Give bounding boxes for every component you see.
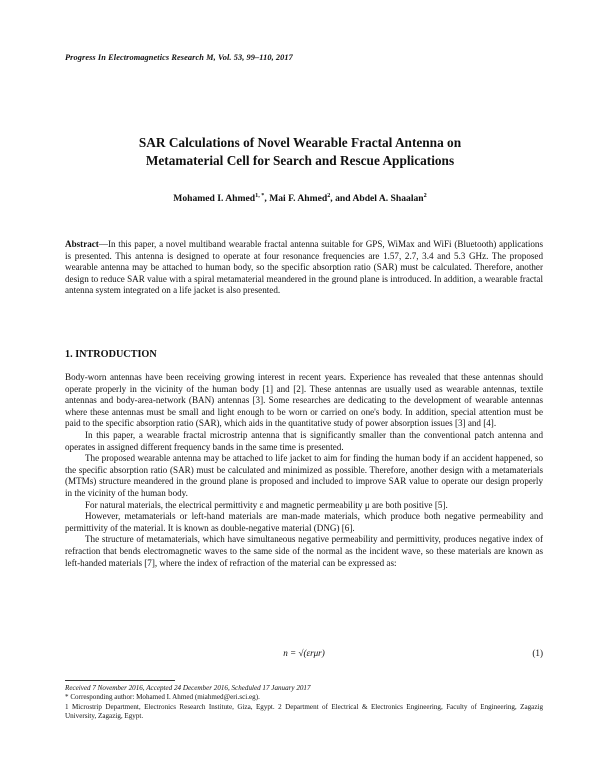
paragraph: For natural materials, the electrical permittivity ε and magnetic permeability μ are both positive [5]. [85, 499, 448, 510]
paragraph: Body-worn antennas have been receiving growing interest in recent years. Experience has revealed that these antennas should operate properly in the vicinity of the human body [1] and [2]. These antennas are usually used as wearable antennas, textile antennas and body-area-network (BAN) antennas [3]. Some researches are dedicating to the development of wearable antennas where these antennas must be small and light enough to be worn or carried on one's body. In addition, special attention must be paid to the specific absorption ratio (SAR), which aids in the quantitative study of power absorption issues [3] and [4]. [65, 372, 543, 429]
equation: n = √(εrμr) [283, 648, 325, 658]
journal-header: Progress In Electromagnetics Research M, Vol. 53, 99–110, 2017 [65, 53, 293, 62]
abstract-text: —In this paper, a novel multiband wearable fractal antenna suitable for GPS, WiMax and WiFi (Bluetooth) applications is presented. This antenna is designed to operate at four resonance frequencies are 1.57, 2.7, 3.4 and 5.3 GHz. The proposed wearable antenna may be attached to human body, so the specific absorption ratio (SAR) must be calculated. Therefore, another design to reduce SAR value with a spiral metamaterial meandered in the ground plane is introduced. In addition, a wearable fractal antenna system integrated on a life jacket is also presented. [65, 239, 543, 296]
author-1: Mohamed I. Ahmed [173, 193, 256, 204]
title-line-1: SAR Calculations of Novel Wearable Fractal Antenna on [138, 135, 462, 150]
author-2-affiliation: 2 [327, 192, 331, 199]
abstract [65, 239, 543, 297]
author-3: Abdel A. Shaalan [352, 193, 424, 204]
section-heading: 1. INTRODUCTION [65, 349, 157, 360]
footnote-divider [65, 680, 175, 681]
author-1-affiliation: 1, * [255, 192, 265, 199]
body-text [65, 372, 543, 569]
footnote-received: Received 7 November 2016, Accepted 24 December 2016, Scheduled 17 January 2017 [65, 684, 311, 692]
footnote-affiliations: 1 Microstrip Department, Electronics Research Institute, Giza, Egypt. 2 Department of Electrical & Electronics Engineering, Faculty of Engineering, Zagazig University, Zagazig, Egypt. [65, 702, 543, 720]
equation-number: (1) [532, 648, 543, 658]
author-list [60, 192, 540, 204]
paragraph: The proposed wearable antenna may be attached to life jacket to aim for finding the human body if an accident happened, so the specific absorption ratio (SAR) must be calculated and minimized as possible. Therefore, another design with a metamaterials (MTMs) structure meandered in the ground plane is proposed and included to improve SAR value to operate our design properly in the vicinity of the human body. [65, 453, 543, 498]
paragraph: However, metamaterials or left-hand materials are man-made materials, which produce both negative permeability and permittivity of the material. It is known as double-negative material (DNG) [6]. [65, 511, 543, 533]
equation-row [65, 648, 543, 662]
author-2: Mai F. Ahmed [269, 193, 328, 204]
abstract-label: Abstract [65, 239, 99, 249]
author-separator: , [264, 193, 270, 204]
paper-title [60, 134, 540, 170]
footnote-corresponding: * Corresponding author: Mohamed I. Ahmed (miahmed@eri.sci.eg). [65, 693, 260, 702]
paragraph: In this paper, a wearable fractal microstrip antenna that is significantly smaller than the conventional patch antenna and operates in assigned different frequency bands in the same time is presented. [65, 429, 543, 452]
paragraph: The structure of metamaterials, which have simultaneous negative permeability and permittivity, produces negative index of refraction that bends electromagnetic waves to the same side of the normal as the incident wave, so these materials are known as left-handed materials [7], where the index of refraction of the material can be expressed as: [65, 534, 543, 568]
title-line-2: Metamaterial Cell for Search and Rescue Applications [145, 153, 455, 168]
footnotes [65, 684, 543, 721]
author-separator: , and [330, 193, 353, 204]
author-3-affiliation: 2 [423, 192, 427, 199]
